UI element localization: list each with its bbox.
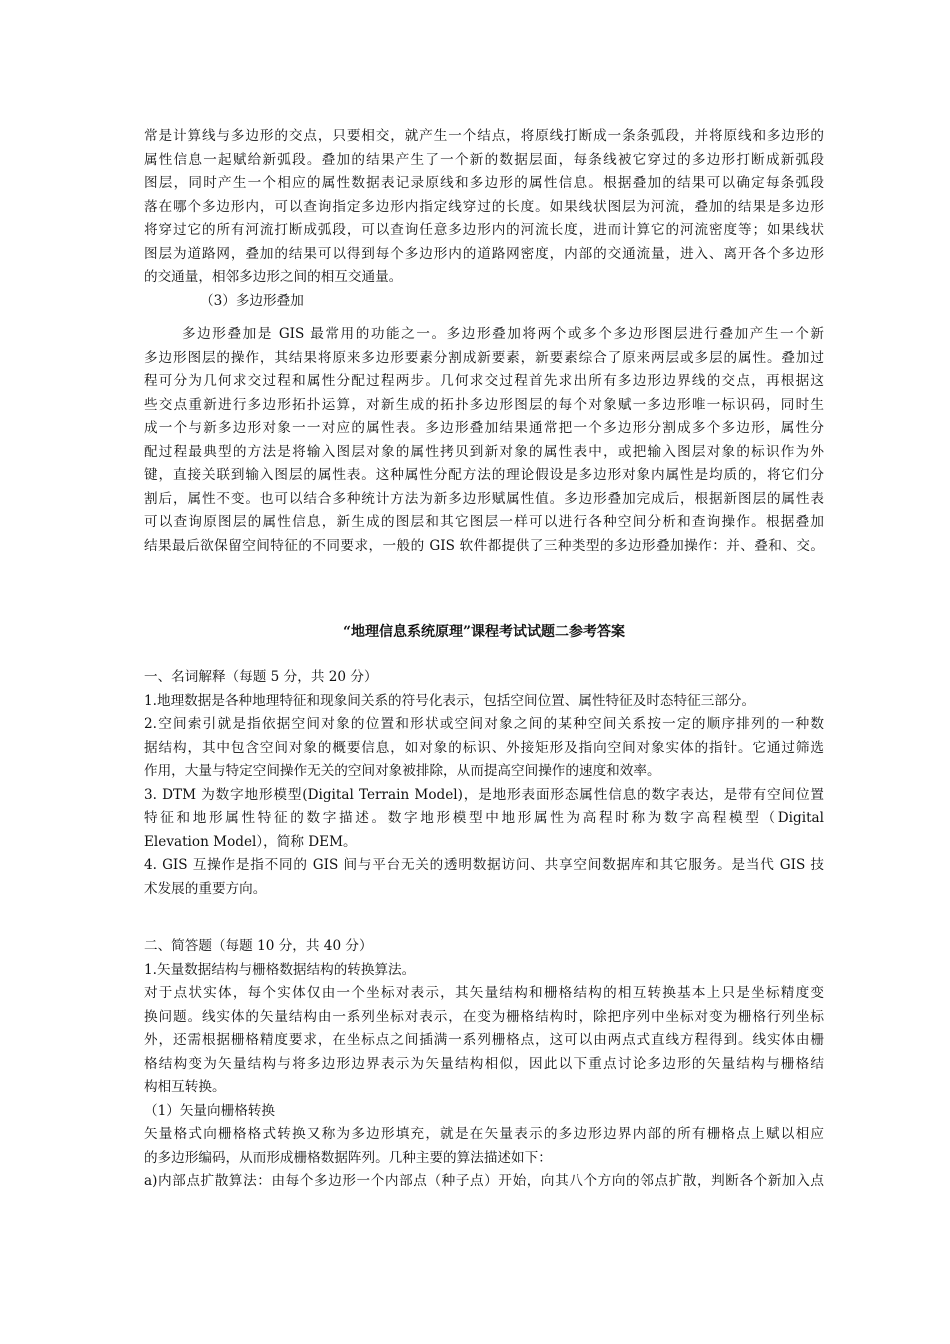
exam-title: “地理信息系统原理”课程考试试题二参考答案	[342, 624, 626, 640]
text-line: 键，直接关联到输入图层的属性表。这种属性分配方法的理论假设是多边形对象内属性是均质的，将它们分	[144, 467, 824, 483]
subsection-heading: （3）多边形叠加	[200, 292, 304, 309]
intro-paragraph	[144, 125, 824, 313]
text-line: 作用，大量与特定空间操作无关的空间对象被排除，从而提高空间操作的速度和效率。	[144, 763, 661, 779]
text-line: 换问题。线实体的矢量结构由一系列坐标对表示，在变为栅格结构时，除把序列中坐标对变为栅格行列坐标	[144, 1008, 824, 1025]
text-line: 多边形图层的操作，其结果将原来多边形要素分割成新要素，新要素综合了原来两层或多层的属性。叠加过	[144, 349, 824, 366]
text-line: 结果最后欲保留空间特征的不同要求，一般的 GIS 软件都提供了三种类型的多边形叠加操作：并、叠和、交。	[144, 537, 824, 554]
text-line: 的多边形编码，从而形成栅格数据阵列。几种主要的算法描述如下：	[144, 1149, 552, 1166]
text-line: a)内部点扩散算法：由每个多边形一个内部点（种子点）开始，向其八个方向的邻点扩散，判断各个新加入点	[144, 1173, 824, 1189]
text-line: 4. GIS 互操作是指不同的 GIS 间与平台无关的透明数据访问、共享空间数据库和其它服务。是当代 GIS 技	[144, 857, 824, 873]
text-line: 成一个与新多边形对象一一对应的属性表。多边形叠加结果通常把一个多边形分割成多个多边形，属性分	[144, 420, 824, 436]
text-line: 属性信息一起赋给新弧段。叠加的结果产生了一个新的数据层面，每条线被它穿过的多边形打断成新弧段	[144, 151, 824, 168]
text-line: 2.空间索引就是指依据空间对象的位置和形状或空间对象之间的某种空间关系按一定的顺序排列的一种数	[144, 716, 824, 732]
part1-header: 一、名词解释（每题 5 分，共 20 分）	[144, 669, 378, 685]
part2-section	[144, 935, 824, 1194]
text-line: 3. DTM 为数字地形模型(Digital Terrain Model)，是地形表面形态属性信息的数字表达，是带有空间位置	[144, 786, 824, 803]
text-line: 构相互转换。	[144, 1079, 226, 1095]
text-line: 将穿过它的所有河流打断成弧段，可以查询任意多边形内的河流长度，进而计算它的河流密度等；如果线状	[144, 222, 824, 238]
text-line: 对于点状实体，每个实体仅由一个坐标对表示，其矢量结构和栅格结构的相互转换基本上只是坐标精度变	[144, 985, 824, 1001]
text-line: 可以查询原图层的属性信息，新生成的图层和其它图层一样可以进行各种空间分析和查询操作。根据叠加	[144, 514, 824, 530]
text-line: 图层为道路网，叠加的结果可以得到每个多边形内的道路网密度，内部的交通流量，进入、离开各个多边形	[144, 245, 824, 262]
text-line: 些交点重新进行多边形拓扑运算，对新生成的拓扑多边形图层的每个对象赋一多边形唯一标识码，同时生	[144, 396, 824, 413]
text-line: 外，还需根据栅格精度要求，在坐标点之间插满一系列栅格点，这可以由两点式直线方程得到。线实体由栅	[144, 1032, 824, 1048]
text-line: Elevation Model），简称 DEM。	[144, 833, 357, 850]
text-line: 的交通量，相邻多边形之间的相互交通量。	[144, 269, 403, 285]
text-line: 配过程最典型的方法是将输入图层对象的属性拷贝到新对象的属性表中，或把输入图层对象的标识作为外	[144, 443, 824, 460]
part1-section	[144, 666, 824, 901]
text-line: 割后，属性不变。也可以结合多种统计方法为新多边形赋属性值。多边形叠加完成后，根据新图层的属性表	[144, 490, 824, 507]
text-line: 多边形叠加是 GIS 最常用的功能之一。多边形叠加将两个或多个多边形图层进行叠加产生一个新	[182, 326, 824, 342]
text-line: 格结构变为矢量结构与将多边形边界表示为矢量结构相似，因此以下重点讨论多边形的矢量结构与栅格结	[144, 1055, 824, 1072]
overlay-paragraph	[144, 323, 824, 558]
question-title: 1.矢量数据结构与栅格数据结构的转换算法。	[144, 961, 416, 978]
text-line: 程可分为几何求交过程和属性分配过程两步。几何求交过程首先求出所有多边形边界线的交点，再根据这	[144, 373, 824, 389]
subsection-heading: （1）矢量向栅格转换	[144, 1102, 275, 1119]
text-line: 据结构，其中包含空间对象的概要信息，如对象的标识、外接矩形及指向空间对象实体的指针。它通过筛选	[144, 739, 824, 756]
text-line: 落在哪个多边形内，可以查询指定多边形内指定线穿过的长度。如果线状图层为河流，叠加的结果是多边形	[144, 198, 824, 215]
text-line: 特征和地形属性特征的数字描述。数字地形模型中地形属性为高程时称为数字高程模型（Digital	[144, 810, 824, 826]
text-line: 常是计算线与多边形的交点，只要相交，就产生一个结点，将原线打断成一条条弧段，并将原线和多边形的	[144, 128, 824, 144]
part2-header: 二、简答题（每题 10 分，共 40 分）	[144, 938, 373, 954]
text-line: 矢量格式向栅格格式转换又称为多边形填充，就是在矢量表示的多边形边界内部的所有栅格点上赋以相应	[144, 1126, 824, 1142]
text-line: 图层，同时产生一个相应的属性数据表记录原线和多边形的属性信息。根据叠加的结果可以确定每条弧段	[144, 175, 824, 191]
text-line: 术发展的重要方向。	[144, 880, 267, 897]
text-line: 1.地理数据是各种地理特征和现象间关系的符号化表示，包括空间位置、属性特征及时态特征三部分。	[144, 692, 756, 709]
